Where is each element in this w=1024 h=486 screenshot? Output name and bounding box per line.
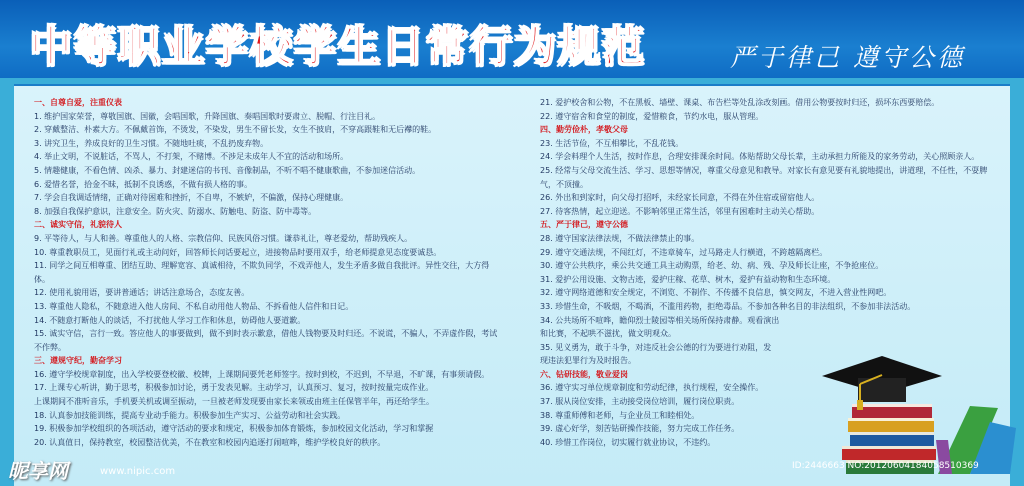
- image-id-text: ID:2446663 NO:20120604184058510369: [792, 461, 979, 471]
- section-heading: 三、遵规守纪，勤奋学习: [34, 356, 122, 366]
- rule-item: 20. 认真值日，保持教室，校园整洁优美，不在教室和校园内追逐打闹喧哗，维护学校良好的秩序。: [34, 437, 386, 447]
- rule-item: 上课期间不准听音乐，手机要关机或调至振动，一旦被老师发现要由家长来领或由班主任保管半年，再还给学生。: [34, 397, 434, 407]
- rule-item: 21. 爱护校舍和公物，不在黑板、墙壁、课桌、布告栏等处乱涂改刻画。借用公物要按时归还，损坏东西要赔偿。: [540, 98, 940, 107]
- header-banner: [0, 0, 1024, 78]
- rule-item: 5. 情趣健康，不看色情、凶杀、暴力、封建迷信的书刊、音像制品，不听不唱不健康歌曲，不参加迷信活动。: [34, 165, 421, 175]
- rule-item: 29. 遵守交通法规，不闯红灯，不违章骑车，过马路走人行横道，不跨越隔离栏。: [540, 247, 828, 257]
- rule-item: 2. 穿戴整洁、朴素大方。不佩戴首饰，不烫发，不染发，男生不留长发，女生不披肩，不穿高跟鞋和无后襻的鞋。: [34, 125, 437, 135]
- rule-item: 30. 遵守公共秩序，乘公共交通工具主动购票，给老、幼、病、残、孕及师长让座，不争抢座位。: [540, 261, 884, 271]
- rule-item: 8. 加强自我保护意识，注意安全。防火灾、防溺水、防触电、防盗、防中毒等。: [34, 206, 317, 216]
- rule-item: 19. 积极参加学校组织的各项活动，遵守活动的要求和规定，积极参加体育锻炼，参加校园文化活动，学习和掌握: [34, 424, 434, 434]
- rule-item: 36. 遵守实习单位规章制度和劳动纪律，执行规程，安全操作。: [540, 383, 764, 393]
- rule-item: 40. 珍惜工作岗位，切实履行就业协议，不违约。: [540, 437, 716, 447]
- rule-item: 4. 举止文明，不说脏话，不骂人，不打架，不赌博。不涉足未成年人不宜的活动和场所。: [34, 152, 349, 162]
- rule-item: 14. 不随意打断他人的谈话，不打扰他人学习工作和休息，妨碍他人要道歉。: [34, 315, 306, 325]
- rule-item: 33. 珍惜生命，不吸烟，不喝酒，不滥用药物，拒绝毒品。不参加各种名目的非法组织，不参加非法活动。: [540, 301, 916, 311]
- nipic-logo: 昵享网: [8, 459, 68, 483]
- rule-item: 7. 学会自我调适情绪，正确对待困难和挫折，不自卑，不嫉妒，不偏激，保持心理健康。: [34, 193, 349, 203]
- section-heading: 五、严于律己，遵守公德: [540, 220, 628, 230]
- rule-item: 12. 使用礼貌用语，要讲普通话；讲话注意场合，态度友善。: [34, 288, 250, 298]
- rule-item: 9. 平等待人，与人和善。尊重他人的人格、宗教信仰、民族风俗习惯。谦恭礼让，尊老爱幼，帮助残疾人。: [34, 233, 413, 243]
- rule-item: 18. 认真参加技能训练，提高专业动手能力。积极参加生产实习、公益劳动和社会实践。: [34, 410, 346, 420]
- section-heading: 一、自尊自爱，注重仪表: [34, 98, 122, 107]
- rule-item: 32. 遵守网络道德和安全规定，不浏览、不制作、不传播不良信息，慎交网友，不进入营业性网吧。: [540, 288, 892, 298]
- rule-item: 16. 遵守学校规章制度，出入学校要登校徽、校牌，上课期间要凭老师签字。按时到校，不迟到，不早退，不旷课，有事须请假。: [34, 369, 490, 379]
- rule-item: 和比赛，不起哄不滋扰，做文明观众。: [540, 329, 676, 339]
- motto-text: 严于律己 遵守公德: [730, 43, 965, 72]
- rule-item: 39. 虚心好学，刻苦钻研操作技能，努力完成工作任务。: [540, 424, 740, 434]
- rule-item: 3. 讲究卫生，养成良好的卫生习惯。不随地吐痰，不乱扔废弃物。: [34, 138, 269, 148]
- rule-item: 28. 遵守国家法律法规，不做法律禁止的事。: [540, 233, 700, 243]
- section-heading: 四、勤劳俭朴，孝敬父母: [540, 125, 628, 135]
- section-heading: 六、钻研技能，敬业爱岗: [540, 369, 628, 379]
- rule-item: 15. 诚实守信，言行一致。答应他人的事要做到，做不到时表示歉意，借他人钱物要及时归还。不说谎，不骗人，不弄虚作假，考试不作弊。: [34, 329, 498, 352]
- page-title: 中等职业学校学生日常行为规范: [30, 22, 647, 71]
- rule-item: 13. 尊重他人隐私，不随意进入他人房间、不私自动用他人物品、不拆看他人信件和日记。: [34, 301, 354, 311]
- rule-item: 37. 服从岗位安排，主动接受岗位培训，履行岗位职责。: [540, 397, 740, 407]
- rule-item: 22. 遵守宿舍和食堂的制度，爱惜粮食，节约水电，服从管理。: [540, 111, 764, 121]
- rule-item: 26. 外出和到家时，向父母打招呼，未经家长同意，不得在外住宿或留宿他人。: [540, 193, 820, 203]
- rule-item: 现违法犯罪行为及时报告。: [540, 356, 636, 366]
- rule-item: 6. 爱惜名誉，拾金不昧，抵制不良诱惑，不做有损人格的事。: [34, 179, 253, 189]
- rule-item: 25. 经常与父母交流生活、学习、思想等情况，尊重父母意见和教导。对家长有意见要有礼貌地提出，讲道理，不任性，不耍脾气，不顶撞。: [540, 165, 988, 189]
- rule-item: 24. 学会料理个人生活，按时作息，合理安排课余时间。体贴帮助父母长辈，主动承担力所能及的家务劳动，关心照顾亲人。: [540, 152, 980, 162]
- rule-item: 17. 上课专心听讲，勤于思考，积极参加讨论，勇于发表见解。主动学习，认真预习、复习，按时按量完成作业。: [34, 383, 434, 393]
- rule-item: 23. 生活节俭，不互相攀比，不乱花钱。: [540, 138, 684, 148]
- site-url: www.nipic.com: [100, 466, 176, 477]
- rule-item: 10. 尊重教职员工，见面行礼或主动问好，回答师长问话要起立，进接物品时要用双手，给老师提意见态度要诚恳。: [34, 247, 442, 257]
- rule-item: 38. 尊重师傅和老师，与企业员工和睦相处。: [540, 410, 700, 420]
- rule-item: 11. 同学之间互相尊重、团结互助、理解宽容、真诚相待，不欺负同学，不戏弄他人，发生矛盾多做自我批评。异性交往，大方得体。: [34, 261, 490, 284]
- left-column: [34, 96, 504, 449]
- rule-item: 1. 维护国家荣誉，尊敬国旗、国徽，会唱国歌，升降国旗、奏唱国歌时要肃立、脱帽、行注目礼。: [34, 111, 381, 121]
- rule-item: 35. 见义勇为，敢于斗争，对违反社会公德的行为要进行劝阻，发: [540, 342, 772, 352]
- section-heading: 二、诚实守信，礼貌待人: [34, 220, 122, 230]
- rule-item: 34. 公共场所不喧哗，瞻仰烈士陵园等相关场所保持肃静。观看演出: [540, 315, 780, 325]
- rule-item: 31. 爱护公用设施、文物古迹，爱护庄稼、花草、树木，爱护有益动物和生态环境。: [540, 274, 836, 284]
- rule-item: 27. 待客热情，起立迎送。不影响邻里正常生活，邻里有困难时主动关心帮助。: [540, 206, 820, 216]
